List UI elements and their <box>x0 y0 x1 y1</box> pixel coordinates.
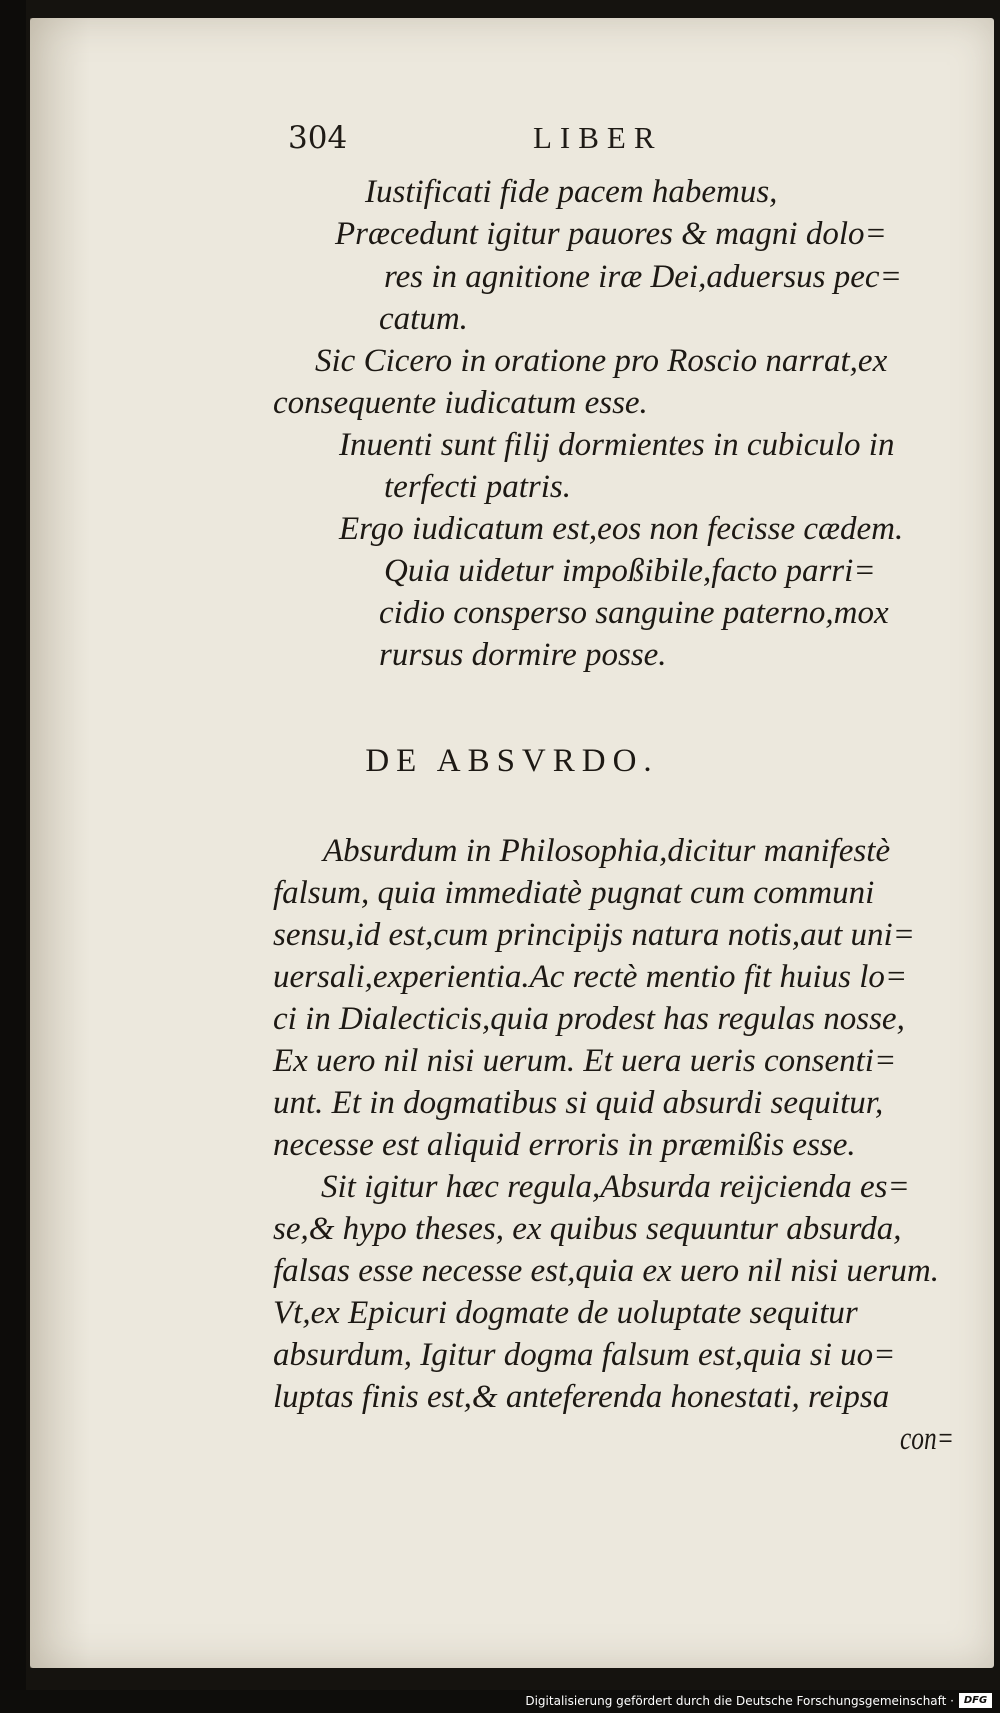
dfg-logo: DFG <box>959 1693 992 1708</box>
text-line: Præcedunt igitur pauores & magni dolo= <box>335 216 887 252</box>
text-line: Sic Cicero in oratione pro Roscio narrat,ex <box>315 343 888 379</box>
scan-edge-left <box>0 0 26 1713</box>
text-line: falsas esse necesse est,quia ex uero nil nisi uerum. <box>273 1253 939 1289</box>
text-line: consequente iudicatum esse. <box>273 385 648 421</box>
page-number: 304 <box>288 120 348 156</box>
page-header <box>30 108 994 158</box>
running-head: LIBER <box>533 120 663 155</box>
text-line: res in agnitione iræ Dei,aduersus pec= <box>384 259 902 295</box>
text-line: sensu,id est,cum principijs natura notis,aut uni= <box>273 917 915 953</box>
text-line: cidio consperso sanguine paterno,mox <box>379 595 889 631</box>
text-line: Vt,ex Epicuri dogmate de uoluptate sequitur <box>273 1295 858 1331</box>
text-line: necesse est aliquid erroris in præmißis esse. <box>273 1127 856 1163</box>
text-line: unt. Et in dogmatibus si quid absurdi sequitur, <box>273 1085 884 1121</box>
funding-credit: Digitalisierung gefördert durch die Deutsche Forschungsgemeinschaft · <box>525 1694 954 1708</box>
text-line: terfecti patris. <box>384 469 571 505</box>
text-line: Iustificati fide pacem habemus, <box>365 174 778 210</box>
catchword: con= <box>900 1421 954 1457</box>
text-line: Ex uero nil nisi uerum. Et uera ueris consenti= <box>273 1043 897 1079</box>
text-line: Absurdum in Philosophia,dicitur manifestè <box>323 833 891 869</box>
text-line: luptas finis est,& anteferenda honestati, reipsa <box>273 1379 890 1415</box>
text-line: falsum, quia immediatè pugnat cum communi <box>273 875 875 911</box>
text-line: absurdum, Igitur dogma falsum est,quia si uo= <box>273 1337 896 1373</box>
section-title: DE ABSVRDO. <box>365 743 659 779</box>
digitization-footer <box>0 1690 1000 1713</box>
text-line: rursus dormire posse. <box>379 637 667 673</box>
text-line: uersali,experientia.Ac rectè mentio fit huius lo= <box>273 959 908 995</box>
text-line: Inuenti sunt filij dormientes in cubiculo in <box>339 427 895 463</box>
text-line: se,& hypo theses, ex quibus sequuntur absurda, <box>273 1211 902 1247</box>
book-page <box>30 18 994 1668</box>
text-line: ci in Dialecticis,quia prodest has regulas nosse, <box>273 1001 905 1037</box>
text-line: Ergo iudicatum est,eos non fecisse cædem. <box>339 511 904 547</box>
text-line: Sit igitur hæc regula,Absurda reijcienda es= <box>321 1169 910 1205</box>
text-line: Quia uidetur impoßibile,facto parri= <box>384 553 876 589</box>
text-line: catum. <box>379 301 468 337</box>
